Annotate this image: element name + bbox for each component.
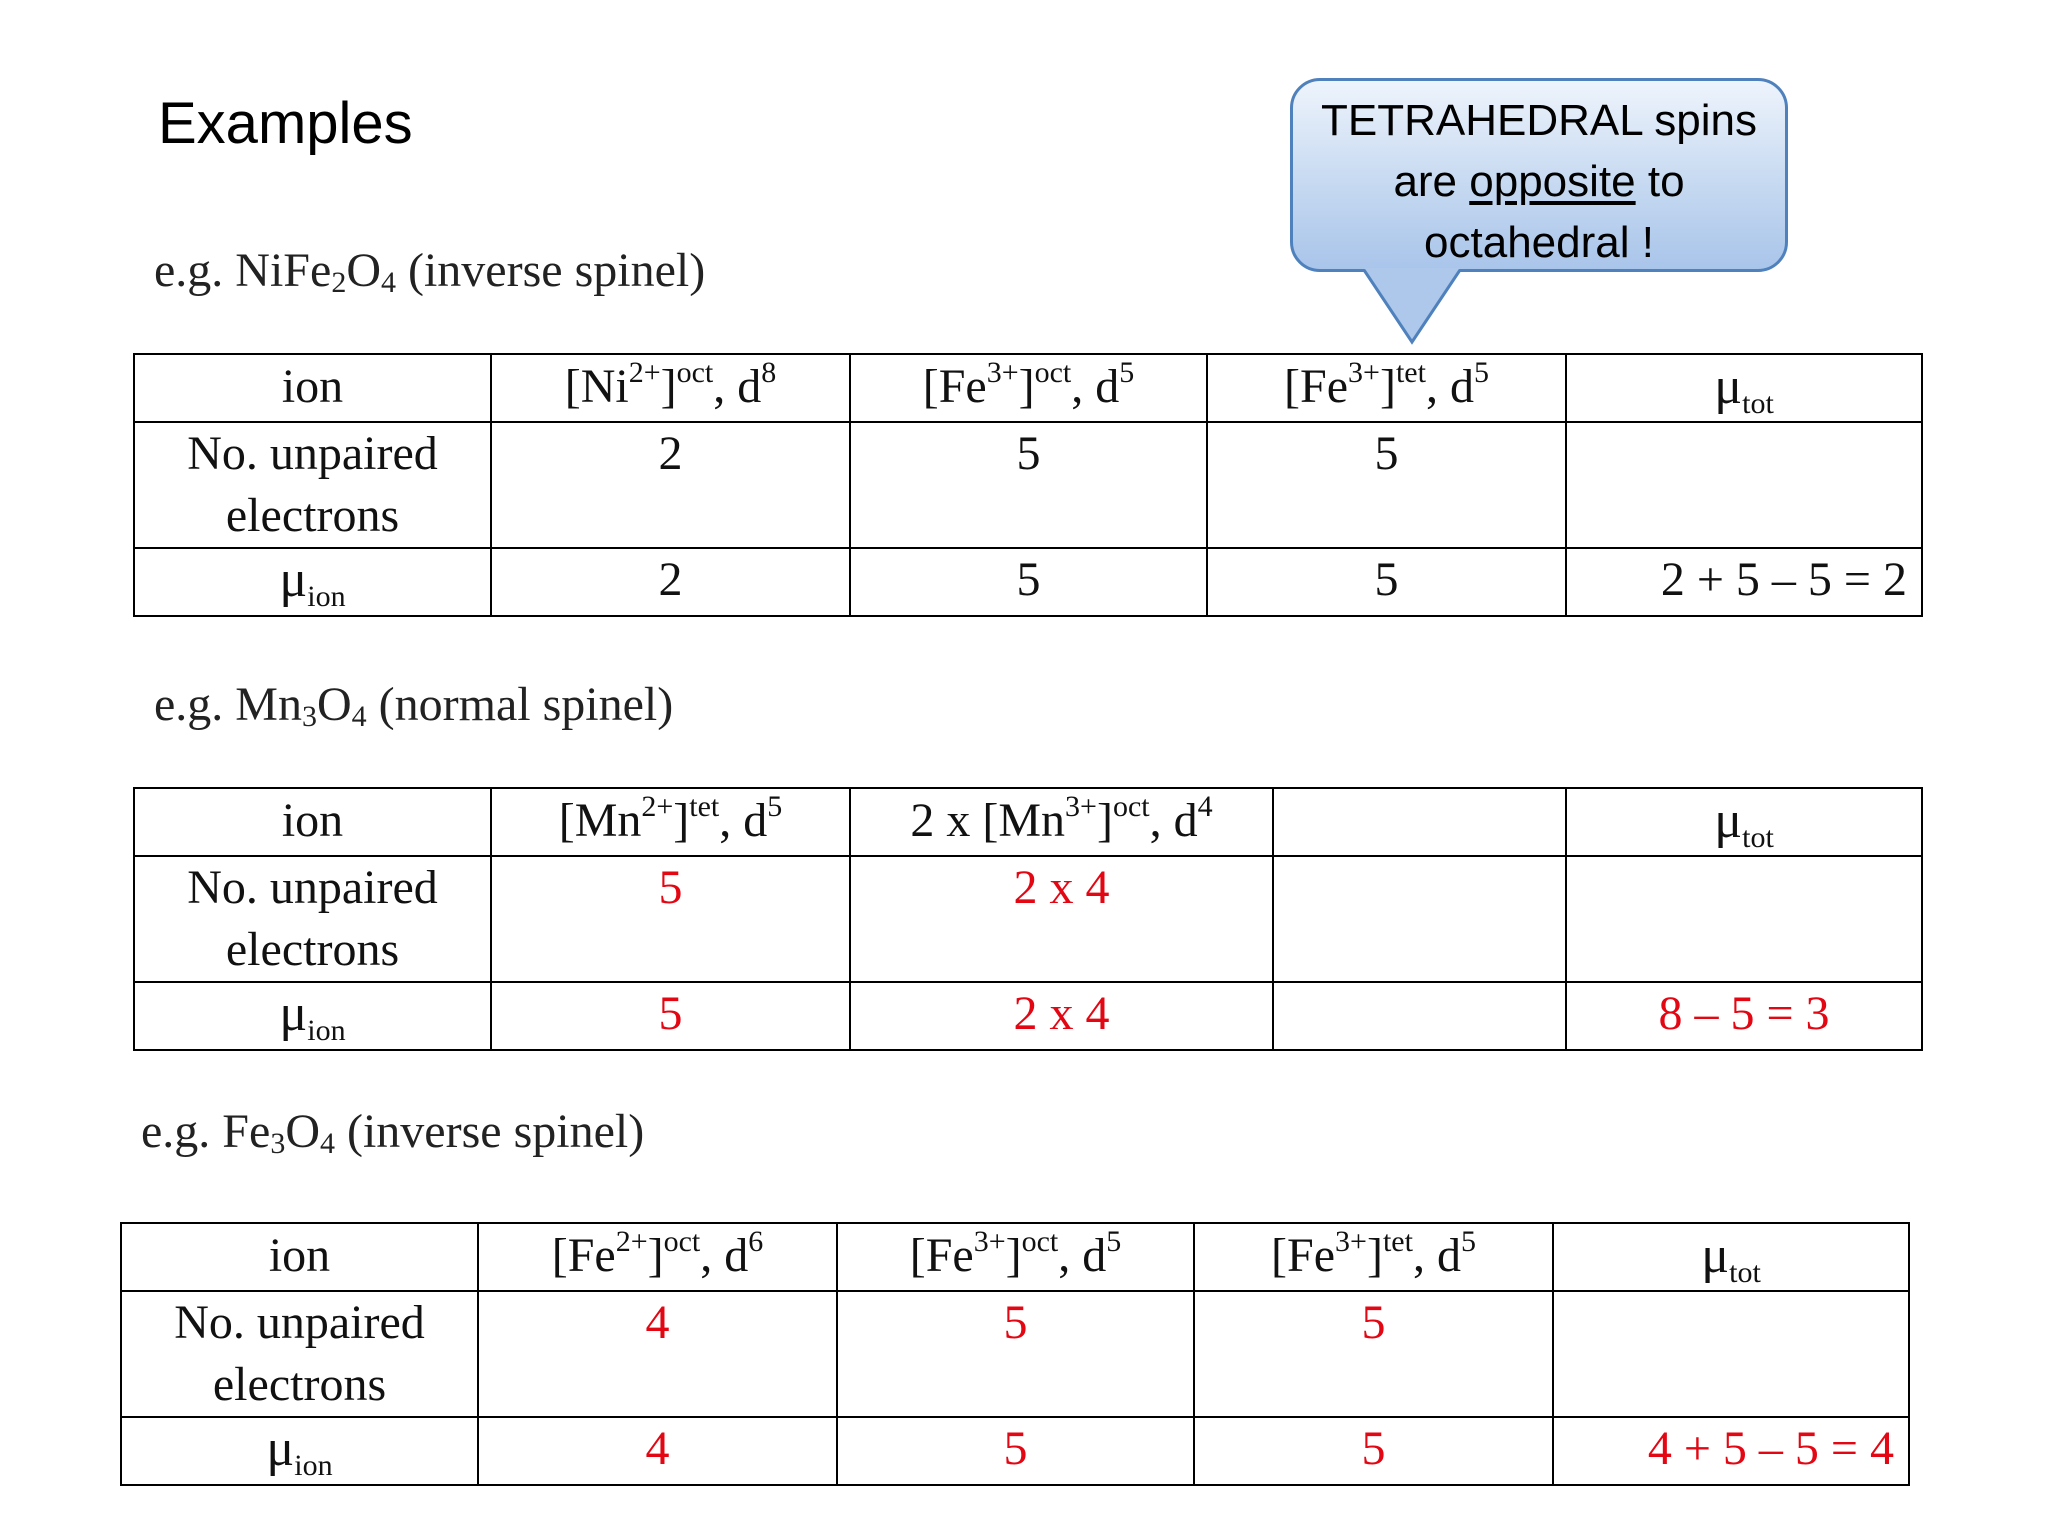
mu-total-cell: 2 + 5 – 5 = 2 (1566, 548, 1922, 616)
unpaired-total-cell (1566, 856, 1922, 982)
unpaired-cell: 2 x 4 (850, 856, 1273, 982)
row-label-ion: ion (121, 1223, 478, 1291)
table-row-unpaired (121, 1291, 1909, 1417)
ion-header-cell: $[Fe^{2+}]^{oct}$, $d^6$ (478, 1223, 837, 1291)
table-row-ion (134, 354, 1922, 422)
mu-cell: 5 (850, 548, 1207, 616)
table-row-mu (134, 982, 1922, 1050)
ion-header-cell: 2 x $[Mn^{3+}]^{oct}$, $d^4$ (850, 788, 1273, 856)
mu-cell (1273, 982, 1566, 1050)
mu-cell: 2 (491, 548, 850, 616)
row-label-ion: ion (134, 788, 491, 856)
mu-cell: 5 (1194, 1417, 1553, 1485)
mu-tot-header: $\mu_{tot}$ (1566, 788, 1922, 856)
ion-header-cell: $[Fe^{3+}]^{tet}$, $d^5$ (1207, 354, 1566, 422)
section-heading-mn3o4: e.g. $Mn_3O_4$ (normal spinel) (154, 678, 674, 733)
unpaired-cell (1273, 856, 1566, 982)
mu-cell: 2 x 4 (850, 982, 1273, 1050)
mu-total-cell: 4 + 5 – 5 = 4 (1553, 1417, 1909, 1485)
unpaired-cell: 5 (491, 856, 850, 982)
ion-header-cell: $[Fe^{3+}]^{tet}$, $d^5$ (1194, 1223, 1553, 1291)
ion-header-cell: $[Ni^{2+}]^{oct}$, $d^8$ (491, 354, 850, 422)
mu-cell: 5 (491, 982, 850, 1050)
row-label-mu-ion: $\mu_{ion}$ (134, 982, 491, 1050)
row-label-unpaired: No. unpaired electrons (134, 422, 491, 548)
row-label-unpaired: No. unpaired electrons (134, 856, 491, 982)
unpaired-cell: 2 (491, 422, 850, 548)
table-row-unpaired (134, 422, 1922, 548)
mu-cell: 4 (478, 1417, 837, 1485)
mu-tot-header: $\mu_{tot}$ (1553, 1223, 1909, 1291)
mu-total-cell: 8 – 5 = 3 (1566, 982, 1922, 1050)
table-row-ion (121, 1223, 1909, 1291)
unpaired-cell: 5 (837, 1291, 1194, 1417)
callout-line-2: are opposite to (1393, 157, 1685, 206)
section-heading-fe3o4: e.g. $Fe_3O_4$ (inverse spinel) (141, 1105, 645, 1160)
table-row-unpaired (134, 856, 1922, 982)
table-row-mu (134, 548, 1922, 616)
table-row-mu (121, 1417, 1909, 1485)
mu-tot-header: $\mu_{tot}$ (1566, 354, 1922, 422)
unpaired-total-cell (1566, 422, 1922, 548)
table-fe3o4 (120, 1222, 1910, 1486)
callout-pointer (1360, 268, 1480, 348)
table-nife2o4 (133, 353, 1923, 617)
ion-header-cell: $[Fe^{3+}]^{oct}$, $d^5$ (837, 1223, 1194, 1291)
row-label-mu-ion: $\mu_{ion}$ (134, 548, 491, 616)
row-label-unpaired: No. unpaired electrons (121, 1291, 478, 1417)
callout-bubble (1290, 78, 1788, 272)
ion-header-cell-empty (1273, 788, 1566, 856)
table-row-ion (134, 788, 1922, 856)
unpaired-cell: 5 (1207, 422, 1566, 548)
table-mn3o4 (133, 787, 1923, 1051)
row-label-mu-ion: $\mu_{ion}$ (121, 1417, 478, 1485)
callout-underlined-word: opposite (1469, 157, 1636, 206)
callout-line-1: TETRAHEDRAL spins (1320, 96, 1758, 145)
slide-title: Examples (158, 91, 413, 156)
ion-header-cell: $[Fe^{3+}]^{oct}$, $d^5$ (850, 354, 1207, 422)
row-label-ion: ion (134, 354, 491, 422)
section-heading-nife2o4: e.g. $NiFe_2O_4$ (inverse spinel) (154, 244, 706, 299)
unpaired-cell: 5 (1194, 1291, 1553, 1417)
unpaired-cell: 4 (478, 1291, 837, 1417)
callout-line-3: octahedral ! (1424, 218, 1654, 267)
ion-header-cell: $[Mn^{2+}]^{tet}$, $d^5$ (491, 788, 850, 856)
mu-cell: 5 (837, 1417, 1194, 1485)
unpaired-cell: 5 (850, 422, 1207, 548)
mu-cell: 5 (1207, 548, 1566, 616)
unpaired-total-cell (1553, 1291, 1909, 1417)
